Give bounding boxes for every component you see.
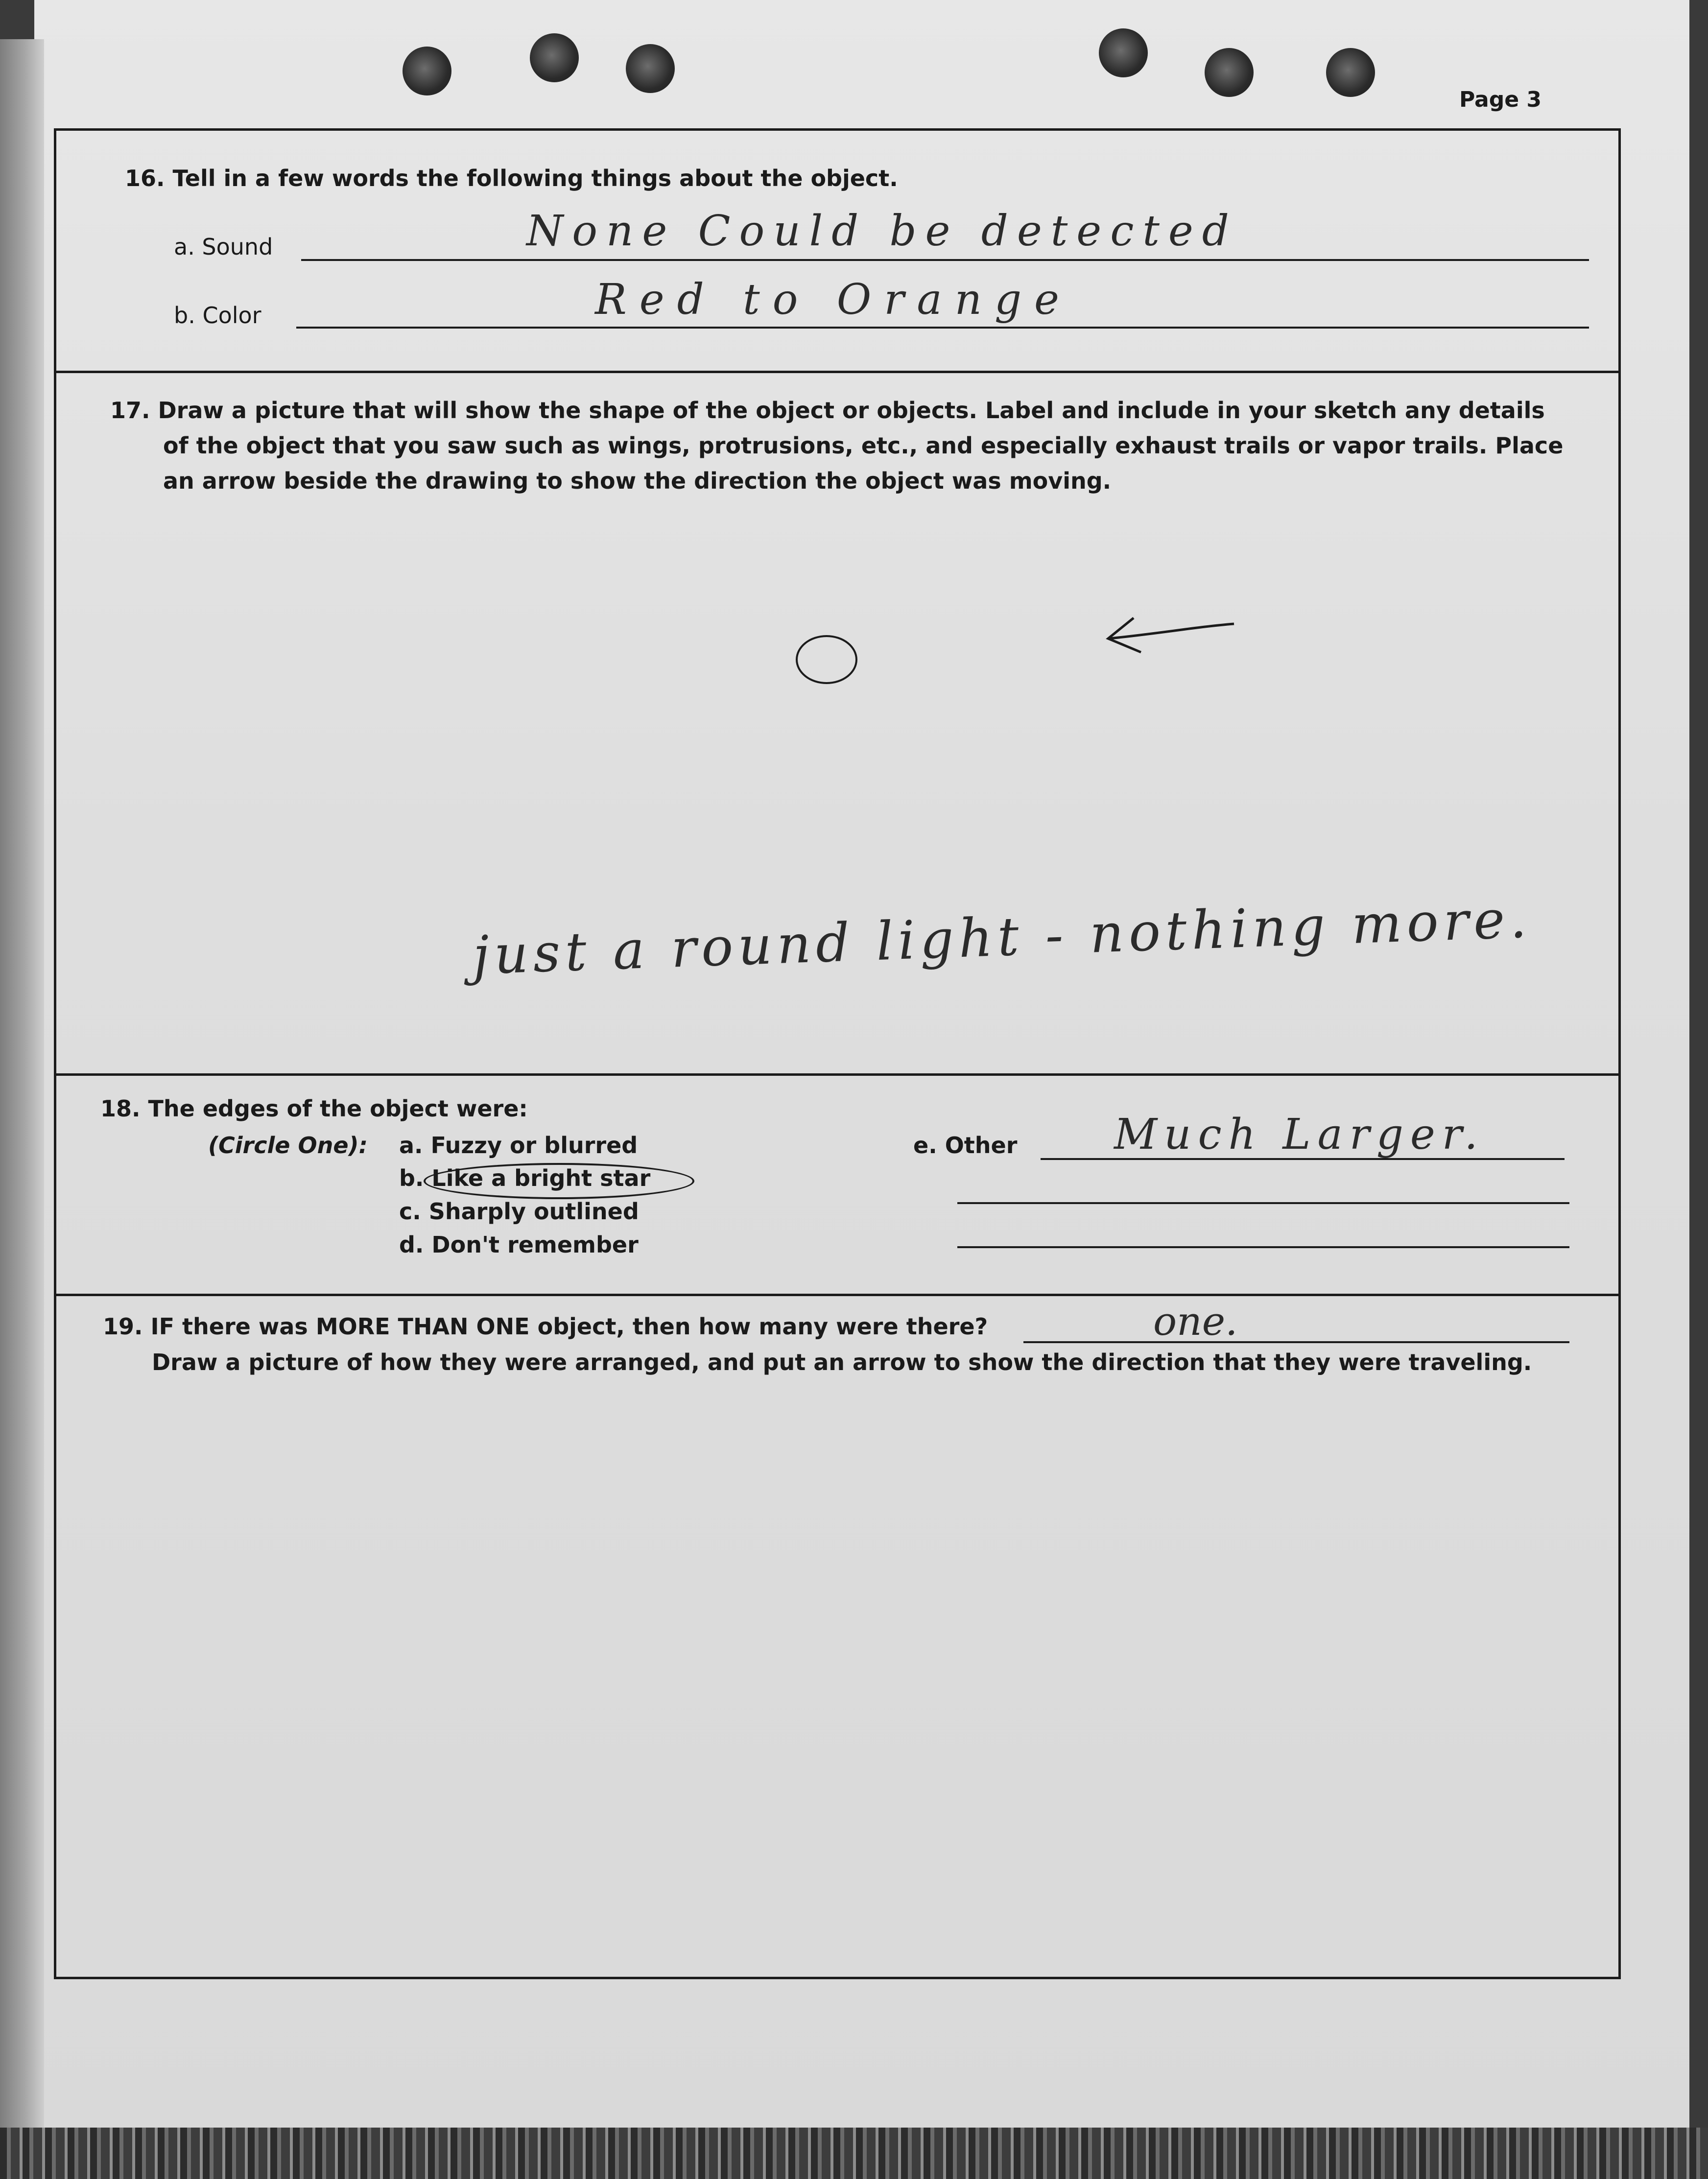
punch-hole — [1099, 28, 1148, 77]
color-answer: Red to Orange — [595, 275, 1072, 324]
sound-label: a. Sound — [174, 234, 273, 260]
color-label: b. Color — [174, 302, 261, 329]
count-answer: one. — [1153, 1299, 1238, 1344]
punch-hole — [403, 47, 451, 95]
q17-prompt-line: 17. Draw a picture that will show the shape of the object or objects. Label and include in your sketch any details — [110, 397, 1545, 424]
section-17 — [56, 373, 1618, 1076]
scan-bottom-edge — [0, 2128, 1708, 2179]
other-label: e. Other — [913, 1132, 1018, 1159]
q19-prompt-line2: Draw a picture of how they were arranged, and put an arrow to show the direction that they were traveling. — [152, 1349, 1532, 1375]
q18-prompt: 18. The edges of the object were: — [100, 1095, 528, 1122]
option-b: b. Like a bright star — [399, 1165, 651, 1191]
q17-prompt — [110, 393, 1599, 498]
circle-one-label: (Circle One): — [208, 1132, 368, 1159]
option-c: c. Sharply outlined — [399, 1198, 639, 1225]
punch-hole — [626, 44, 675, 93]
sketch-round-object — [796, 635, 857, 684]
scan-shadow-edge — [0, 39, 44, 2145]
other-blank-line — [957, 1246, 1569, 1248]
form-frame — [54, 128, 1621, 1979]
count-answer-line — [1023, 1341, 1569, 1343]
q19-prompt: 19. IF there was MORE THAN ONE object, then how many were there? — [103, 1313, 988, 1340]
sound-answer-line — [301, 259, 1589, 261]
arrow-left-icon — [1099, 603, 1236, 657]
q16-prompt: 16. Tell in a few words the following things about the object. — [125, 165, 898, 191]
sketch-caption: just a round light - nothing more. — [472, 888, 1533, 987]
sound-answer: None Could be detected — [526, 207, 1238, 256]
other-answer: Much Larger. — [1114, 1110, 1485, 1159]
q17-prompt-line: an arrow beside the drawing to show the direction the object was moving. — [163, 468, 1112, 494]
punch-hole — [1205, 48, 1254, 97]
punch-hole — [1326, 48, 1375, 97]
section-18 — [56, 1076, 1618, 1296]
other-blank-line — [957, 1202, 1569, 1204]
section-19 — [56, 1296, 1618, 1982]
option-a: a. Fuzzy or blurred — [399, 1132, 638, 1159]
q17-prompt-line: of the object that you saw such as wings, protrusions, etc., and especially exhaust trails or vapor trails. Place — [163, 432, 1564, 459]
section-16 — [56, 131, 1618, 373]
color-answer-line — [296, 327, 1589, 329]
option-d: d. Don't remember — [399, 1232, 639, 1258]
page-number: Page 3 — [1459, 87, 1542, 112]
punch-hole — [530, 33, 579, 82]
